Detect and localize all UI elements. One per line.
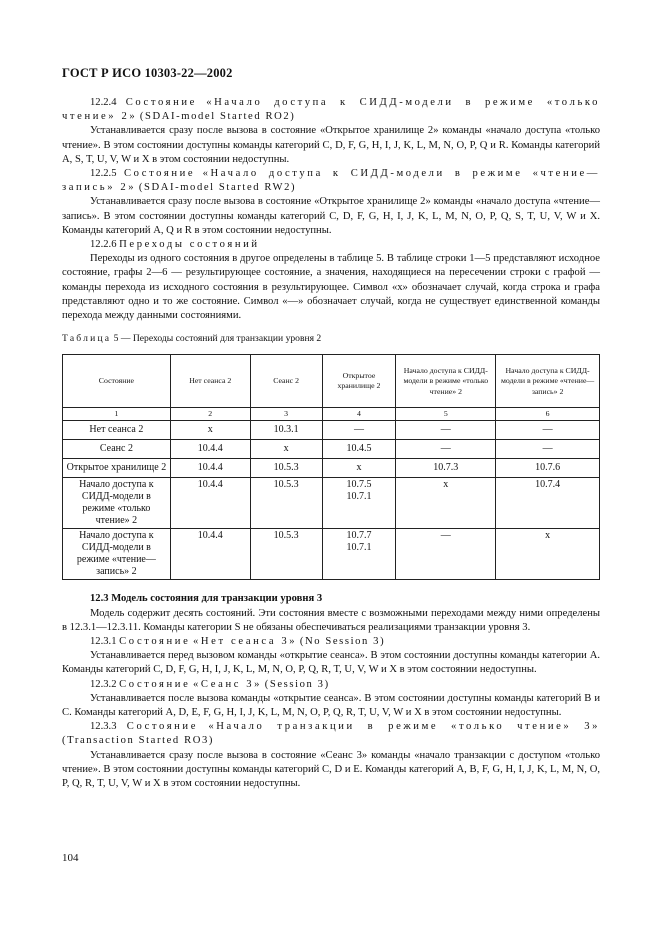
table-header-cell: Нет сеанса 2 bbox=[170, 355, 250, 408]
column-number: 6 bbox=[496, 408, 600, 421]
table-cell: 10.7.5 10.7.1 bbox=[322, 478, 396, 529]
table-row bbox=[63, 440, 600, 459]
table-cell: 10.4.4 bbox=[170, 529, 250, 580]
paragraph-12-3-1: Устанавливается перед вызовом команды «открытие сеанса». В этом состоянии доступны команды категории A. Команды категорий C, D, F, G, H, I, J, K, L, M, N, O, P, Q, R, T, U, V, W и X в этом состоянии недоступны. bbox=[62, 650, 600, 676]
section-title-12-3-1: 12.3.1 Состояние «Нет сеанса 3» (No Session 3) bbox=[90, 636, 386, 648]
document-body bbox=[62, 96, 600, 791]
paragraph-12-2-5: Устанавливается сразу после вызова в состояние «Открытое хранилище 2» команды «начало доступа «чтение—запись». В этом состоянии доступны команды категорий C, D, F, G, H, I, J, K, L, M, N, O, P, Q, S, T, U, V, W и X. Команды категорий A, Q и R в этом состоянии недоступны. bbox=[62, 196, 600, 236]
table-row bbox=[63, 478, 600, 529]
column-number: 5 bbox=[396, 408, 496, 421]
page-number: 104 bbox=[62, 852, 79, 864]
table-cell: x bbox=[396, 478, 496, 529]
table-row bbox=[63, 529, 600, 580]
section-title-12-2-4: 12.2.4 Состояние «Начало доступа к СИДД-модели в режиме «только чтение» 2» (SDAI-model Started RO2) bbox=[62, 97, 600, 123]
table-row bbox=[63, 421, 600, 440]
document-header: ГОСТ Р ИСО 10303-22—2002 bbox=[62, 66, 233, 80]
column-number: 1 bbox=[63, 408, 171, 421]
table-cell: Начало доступа к СИДД-модели в режиме «чтение—запись» 2 bbox=[63, 529, 171, 580]
table-cell: x bbox=[250, 440, 322, 459]
table-cell: — bbox=[396, 529, 496, 580]
table-header-cell: Состояние bbox=[63, 355, 171, 408]
table-cell: — bbox=[496, 421, 600, 440]
paragraph-12-2-6: Переходы из одного состояния в другое определены в таблице 5. В таблице строки 1—5 представляют исходное состояние, графы 2—6 — результирующее состояние, а значения, находящиеся на пересечении строки с графой — команды перехода из исходного состояния в результирующее. Символ «x» обозначает случай, когда строка и графа представляют одно и то же состояние. Символ «—» обозначает случай, когда не существует единственной команды перехода между данными состояниями. bbox=[62, 253, 600, 322]
column-number: 3 bbox=[250, 408, 322, 421]
table-cell: x bbox=[496, 529, 600, 580]
state-transition-table bbox=[62, 354, 600, 580]
table-cell: 10.4.4 bbox=[170, 440, 250, 459]
table-cell: 10.7.4 bbox=[496, 478, 600, 529]
table-header-cell: Сеанс 2 bbox=[250, 355, 322, 408]
table-cell: 10.3.1 bbox=[250, 421, 322, 440]
section-title-12-2-6: 12.2.6 Переходы состояний bbox=[90, 239, 260, 251]
table-cell: 10.4.4 bbox=[170, 478, 250, 529]
table-cell: x bbox=[170, 421, 250, 440]
table-cell: 10.4.5 bbox=[322, 440, 396, 459]
column-number: 4 bbox=[322, 408, 396, 421]
section-title-12-3-2: 12.3.2 Состояние «Сеанс 3» (Session 3) bbox=[90, 678, 330, 690]
paragraph-12-3: Модель содержит десять состояний. Эти состояния вместе с возможными переходами между ними определены в 12.3.1—12.3.11. Команды категории S не обязаны обеспечиваться реализациями транзакции уровня 3. bbox=[62, 607, 600, 633]
table-header-row bbox=[63, 355, 600, 408]
table-cell: — bbox=[396, 421, 496, 440]
table-cell: 10.7.3 bbox=[396, 459, 496, 478]
section-title-12-2-5: 12.2.5 Состояние «Начало доступа к СИДД-модели в режиме «чтение—запись» 2» (SDAI-model Started RW2) bbox=[62, 168, 600, 194]
table-cell: 10.5.3 bbox=[250, 529, 322, 580]
table-cell: Открытое хранилище 2 bbox=[63, 459, 171, 478]
table-caption: Таблица 5 — Переходы состояний для транзакции уровня 2 bbox=[62, 333, 322, 345]
table-cell: 10.7.6 bbox=[496, 459, 600, 478]
table-cell: — bbox=[496, 440, 600, 459]
table-header-cell: Начало доступа к СИДД-модели в режиме «чтение—запись» 2 bbox=[496, 355, 600, 408]
paragraph-12-3-3: Устанавливается сразу после вызова в состояние «Сеанс 3» команды «начало транзакции с доступом «только чтение». В этом состоянии доступны команды категорий C, D и E. Команды категорий A, B, F, G, H, I, J, K, L, M, N, O, P, Q, R, T, U, V, W и X в этом состоянии недоступны. bbox=[62, 749, 600, 790]
section-heading-12-3: 12.3 Модель состояния для транзакции уровня 3 bbox=[90, 593, 323, 605]
section-title-12-3-3: 12.3.3 Состояние «Начало транзакции в режиме «только чтение» 3» (Transaction Started RO3) bbox=[62, 721, 600, 747]
table-cell: 10.5.3 bbox=[250, 459, 322, 478]
table-cell: Нет сеанса 2 bbox=[63, 421, 171, 440]
table-column-number-row bbox=[63, 408, 600, 421]
table-cell: Начало доступа к СИДД-модели в режиме «только чтение» 2 bbox=[63, 478, 171, 529]
table-cell: — bbox=[396, 440, 496, 459]
column-number: 2 bbox=[170, 408, 250, 421]
table-cell: 10.5.3 bbox=[250, 478, 322, 529]
table-cell: x bbox=[322, 459, 396, 478]
table-cell: 10.7.7 10.7.1 bbox=[322, 529, 396, 580]
table-row bbox=[63, 459, 600, 478]
paragraph-12-2-4: Устанавливается сразу после вызова в состояние «Открытое хранилище 2» команды «начало доступа «только чтение». В этом состоянии доступны команды категорий C, D, F, G, H, I, J, K, L, M, N, O, P, Q и R. Команды категорий A, S, T, U, V, W и X в этом состоянии недоступны. bbox=[62, 125, 600, 165]
table-header-cell: Открытое хранилище 2 bbox=[322, 355, 396, 408]
table-header-cell: Начало доступа к СИДД-модели в режиме «только чтение» 2 bbox=[396, 355, 496, 408]
table-cell: Сеанс 2 bbox=[63, 440, 171, 459]
paragraph-12-3-2: Устанавливается после вызова команды «открытие сеанса». В этом состоянии доступны команды категорий B и C. Команды категорий A, D, E, F, G, H, I, J, K, L, M, N, O, P, Q, R, T, U, V, W и X в этом состоянии недоступны. bbox=[62, 692, 600, 719]
table-cell: 10.4.4 bbox=[170, 459, 250, 478]
table-cell: — bbox=[322, 421, 396, 440]
